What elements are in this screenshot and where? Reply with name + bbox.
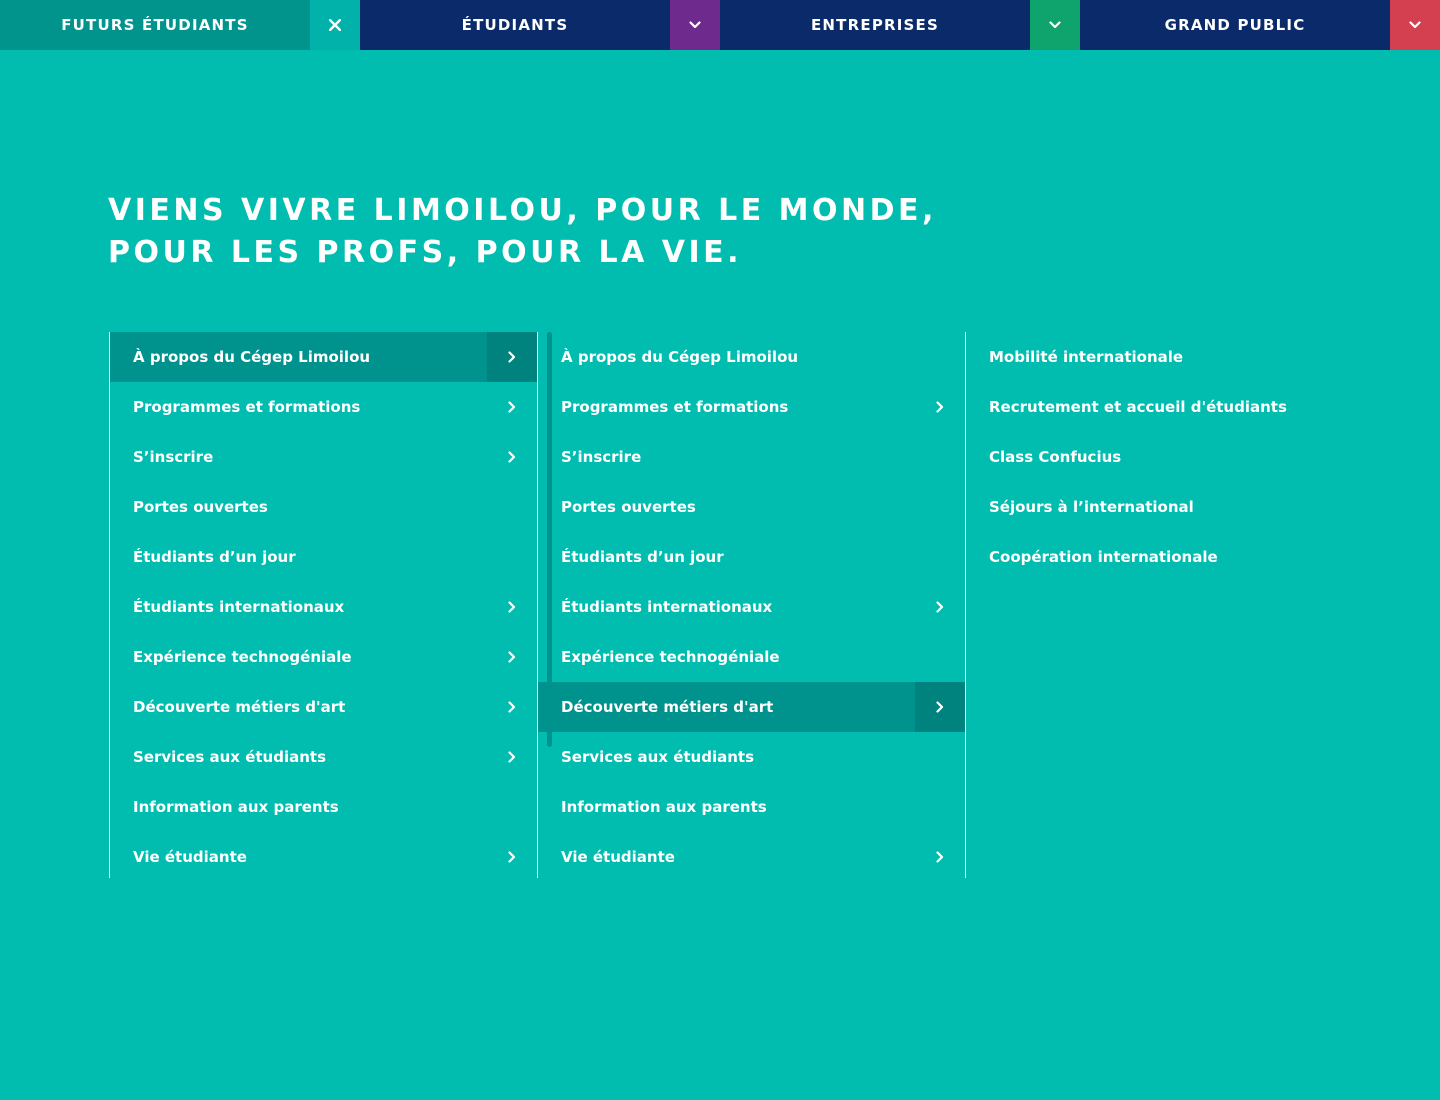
chevron-right-icon xyxy=(508,451,516,463)
tab-futurs-etudiants xyxy=(0,0,360,50)
chevron-right-icon xyxy=(508,601,516,613)
chevron-right-icon xyxy=(508,351,516,363)
submenu-expand-button[interactable] xyxy=(487,732,537,782)
submenu-expand-button[interactable] xyxy=(487,632,537,682)
menu-item-label: Mobilité internationale xyxy=(989,348,1184,366)
menu-column-1 xyxy=(109,332,537,878)
menu-item-label: Expérience technogéniale xyxy=(133,648,352,666)
menu-item-label: À propos du Cégep Limoilou xyxy=(561,348,799,366)
chevron-right-icon xyxy=(936,601,944,613)
submenu-expand-button[interactable] xyxy=(487,432,537,482)
submenu-expand-button[interactable] xyxy=(487,582,537,632)
menu-item[interactable] xyxy=(538,432,965,482)
menu-item-label: Expérience technogéniale xyxy=(561,648,780,666)
chevron-down-icon xyxy=(1049,21,1061,29)
menu-item-label: S’inscrire xyxy=(133,448,214,466)
menu-item[interactable] xyxy=(110,782,537,832)
menu-item[interactable] xyxy=(110,532,537,582)
chevron-right-icon xyxy=(508,751,516,763)
menu-item[interactable] xyxy=(538,332,965,382)
menu-item-label: Information aux parents xyxy=(133,798,339,816)
tab-etudiants-expand-button[interactable] xyxy=(670,0,720,50)
menu-item[interactable] xyxy=(538,582,965,632)
menu-item-label: Vie étudiante xyxy=(133,848,247,866)
tab-etudiants xyxy=(360,0,720,50)
submenu-expand-button[interactable] xyxy=(915,582,965,632)
menu-item[interactable] xyxy=(110,832,537,882)
chevron-right-icon xyxy=(936,401,944,413)
submenu-expand-button[interactable] xyxy=(487,832,537,882)
menu-item-label: Services aux étudiants xyxy=(561,748,755,766)
tab-futurs-etudiants-close-button[interactable] xyxy=(310,0,360,50)
tab-entreprises xyxy=(720,0,1080,50)
menu-item[interactable] xyxy=(538,532,965,582)
chevron-down-icon xyxy=(1409,21,1421,29)
menu-column-2 xyxy=(537,332,965,878)
menu-item-label: Étudiants internationaux xyxy=(561,598,773,616)
menu-item[interactable] xyxy=(966,382,1393,432)
menu-item[interactable] xyxy=(966,332,1393,382)
menu-item-label: Class Confucius xyxy=(989,448,1122,466)
menu-item[interactable] xyxy=(110,332,537,382)
menu-item[interactable] xyxy=(110,632,537,682)
submenu-expand-button[interactable] xyxy=(915,382,965,432)
tab-futurs-etudiants-label[interactable]: FUTURS ÉTUDIANTS xyxy=(0,0,310,50)
menu-item-label: Programmes et formations xyxy=(133,398,361,416)
hero-heading-line-2: POUR LES PROFS, POUR LA VIE. xyxy=(108,235,743,270)
menu-item-label: Séjours à l’international xyxy=(989,498,1194,516)
tab-entreprises-label[interactable]: ENTREPRISES xyxy=(720,0,1030,50)
menu-item[interactable] xyxy=(966,432,1393,482)
submenu-expand-button[interactable] xyxy=(487,332,537,382)
menu-item-label: S’inscrire xyxy=(561,448,642,466)
menu-item-label: Coopération internationale xyxy=(989,548,1218,566)
menu-item[interactable] xyxy=(538,832,965,882)
menu-item-label: Recrutement et accueil d'étudiants xyxy=(989,398,1287,416)
tab-grand-public-label[interactable]: GRAND PUBLIC xyxy=(1080,0,1390,50)
menu-item[interactable] xyxy=(538,382,965,432)
chevron-right-icon xyxy=(936,701,944,713)
menu-item-label: Services aux étudiants xyxy=(133,748,327,766)
menu-item[interactable] xyxy=(538,482,965,532)
menu-item-label: Découverte métiers d'art xyxy=(561,698,774,716)
submenu-expand-button[interactable] xyxy=(487,382,537,432)
menu-item-label: Portes ouvertes xyxy=(561,498,696,516)
menu-item[interactable] xyxy=(110,382,537,432)
chevron-right-icon xyxy=(936,851,944,863)
hero-heading-line-1: VIENS VIVRE LIMOILOU, POUR LE MONDE, xyxy=(108,193,937,228)
menu-item[interactable] xyxy=(110,682,537,732)
submenu-expand-button[interactable] xyxy=(915,682,965,732)
menu-item[interactable] xyxy=(110,432,537,482)
menu-item[interactable] xyxy=(110,732,537,782)
audience-nav xyxy=(0,0,1440,50)
menu-item-label: À propos du Cégep Limoilou xyxy=(133,348,371,366)
menu-item-label: Information aux parents xyxy=(561,798,767,816)
menu-item-label: Étudiants d’un jour xyxy=(561,548,724,566)
menu-columns xyxy=(109,332,1393,878)
tab-etudiants-label[interactable]: ÉTUDIANTS xyxy=(360,0,670,50)
menu-item[interactable] xyxy=(966,532,1393,582)
submenu-expand-button[interactable] xyxy=(487,682,537,732)
close-icon xyxy=(329,19,341,31)
chevron-right-icon xyxy=(508,651,516,663)
menu-list xyxy=(538,332,965,882)
menu-item[interactable] xyxy=(538,682,965,732)
menu-item-label: Découverte métiers d'art xyxy=(133,698,346,716)
tab-grand-public xyxy=(1080,0,1440,50)
menu-item[interactable] xyxy=(966,482,1393,532)
hero-heading xyxy=(108,190,937,274)
menu-item-label: Étudiants d’un jour xyxy=(133,548,296,566)
chevron-right-icon xyxy=(508,701,516,713)
menu-list xyxy=(966,332,1393,582)
menu-column-3 xyxy=(965,332,1393,878)
menu-list xyxy=(110,332,537,882)
menu-item[interactable] xyxy=(538,632,965,682)
tab-grand-public-expand-button[interactable] xyxy=(1390,0,1440,50)
menu-item-label: Portes ouvertes xyxy=(133,498,268,516)
submenu-expand-button[interactable] xyxy=(915,832,965,882)
menu-item[interactable] xyxy=(538,732,965,782)
chevron-right-icon xyxy=(508,401,516,413)
tab-entreprises-expand-button[interactable] xyxy=(1030,0,1080,50)
menu-item-label: Vie étudiante xyxy=(561,848,675,866)
menu-item[interactable] xyxy=(110,482,537,532)
menu-item-label: Étudiants internationaux xyxy=(133,598,345,616)
menu-item[interactable] xyxy=(110,582,537,632)
menu-item-label: Programmes et formations xyxy=(561,398,789,416)
chevron-down-icon xyxy=(689,21,701,29)
chevron-right-icon xyxy=(508,851,516,863)
menu-item[interactable] xyxy=(538,782,965,832)
